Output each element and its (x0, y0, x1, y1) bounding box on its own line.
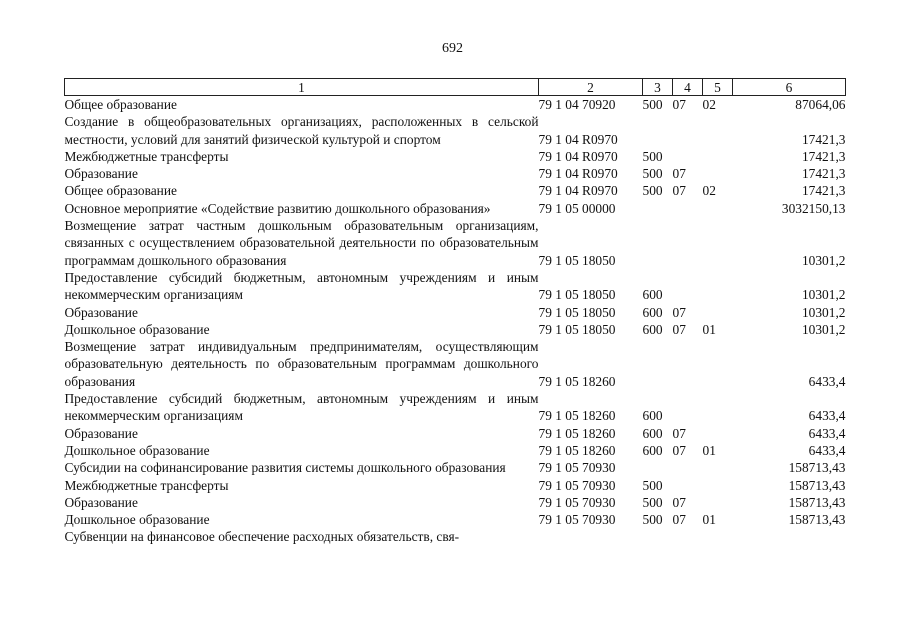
row-kvr: 600 (642, 304, 663, 320)
row-name: Возмещение затрат частным дошкольным образовательным организациям, связанных с осуществлением образовательной деятельности по образовательным программам дошкольного образования (64, 218, 539, 268)
row-section (673, 338, 703, 390)
row-kvr: 500 (642, 148, 663, 164)
row-amount: 3032150,13 (781, 200, 846, 216)
row-amount: 17421,3 (801, 131, 846, 147)
row-amount: 6433,4 (808, 373, 846, 389)
table-row (65, 338, 846, 390)
row-section: 07 (672, 97, 686, 112)
row-subsection (703, 494, 733, 511)
row-kvr (643, 338, 673, 390)
table-row (65, 200, 846, 217)
row-amount: 158713,43 (788, 477, 846, 493)
row-section (673, 148, 703, 165)
row-name: Основное мероприятие «Содействие развитию дошкольного образования» (64, 200, 491, 216)
row-name: Дошкольное образование (64, 512, 210, 528)
row-section: 07 (672, 425, 686, 441)
row-code: 79 1 04 70920 (538, 97, 616, 112)
row-section (673, 200, 703, 217)
row-kvr: 500 (642, 512, 663, 528)
header-col-3: 3 (643, 79, 673, 96)
row-subsection (703, 338, 733, 390)
row-code: 79 1 05 00000 (538, 200, 616, 216)
row-code: 79 1 04 R0970 (538, 148, 618, 164)
row-amount: 87064,06 (795, 97, 846, 112)
header-col-2: 2 (539, 79, 643, 96)
row-amount: 158713,43 (788, 512, 846, 528)
table-row (65, 477, 846, 494)
table-body (65, 96, 846, 546)
table-row (65, 459, 846, 476)
row-code (539, 528, 643, 545)
row-amount: 10301,2 (801, 304, 846, 320)
row-code: 79 1 05 70930 (538, 477, 616, 493)
table-row (65, 217, 846, 269)
row-name: Межбюджетные трансферты (64, 477, 229, 493)
row-code: 79 1 05 18260 (538, 425, 616, 441)
row-section (673, 113, 703, 148)
row-subsection (703, 459, 733, 476)
row-kvr: 500 (642, 166, 663, 182)
row-subsection: 01 (702, 321, 716, 337)
budget-table (64, 78, 846, 546)
row-kvr: 500 (642, 183, 663, 199)
row-kvr (643, 459, 673, 476)
header-col-6: 6 (733, 79, 846, 96)
row-subsection: 01 (702, 512, 716, 528)
row-amount: 17421,3 (801, 148, 846, 164)
row-subsection (703, 113, 733, 148)
row-code: 79 1 04 R0970 (538, 166, 618, 182)
row-code: 79 1 05 18260 (538, 408, 616, 424)
row-section: 07 (672, 494, 686, 510)
row-section (673, 217, 703, 269)
row-amount: 158713,43 (788, 494, 846, 510)
table-row (65, 182, 846, 199)
row-name: Общее образование (64, 183, 177, 199)
row-code: 79 1 05 18260 (538, 373, 616, 389)
row-subsection (703, 390, 733, 425)
row-subsection (703, 425, 733, 442)
table-header-row (65, 79, 846, 96)
header-col-4: 4 (673, 79, 703, 96)
row-name: Субсидии на софинансирование развития системы дошкольного образования (64, 460, 506, 476)
table-row (65, 165, 846, 182)
table-row (65, 528, 846, 545)
row-subsection: 01 (702, 442, 716, 458)
row-section (673, 390, 703, 425)
table-row (65, 321, 846, 338)
table-row (65, 511, 846, 528)
row-amount: 17421,3 (801, 183, 846, 199)
row-name: Образование (64, 166, 138, 182)
row-kvr (643, 217, 673, 269)
row-subsection: 02 (702, 183, 716, 199)
row-name: Образование (64, 494, 138, 510)
row-subsection (703, 269, 733, 304)
row-section: 07 (672, 512, 686, 528)
row-subsection (703, 477, 733, 494)
row-section: 07 (672, 442, 686, 458)
row-subsection (703, 304, 733, 321)
page-number: 692 (442, 41, 463, 56)
row-section (673, 459, 703, 476)
row-kvr (643, 200, 673, 217)
row-code: 79 1 05 18050 (538, 287, 616, 303)
table-row (65, 304, 846, 321)
table-row (65, 494, 846, 511)
row-amount: 10301,2 (801, 252, 846, 268)
row-amount: 6433,4 (808, 408, 846, 424)
row-name: Дошкольное образование (64, 321, 210, 337)
row-name: Возмещение затрат индивидуальным предпринимателям, осуществляющим образовательную деятельность по образовательным программам дошкольного образования (64, 339, 539, 389)
row-section (673, 269, 703, 304)
row-amount: 158713,43 (788, 460, 846, 476)
row-code: 79 1 05 18050 (538, 304, 616, 320)
row-kvr: 500 (642, 494, 663, 510)
header-col-1: 1 (65, 79, 539, 96)
table-row (65, 113, 846, 148)
row-code: 79 1 05 18050 (538, 321, 616, 337)
row-kvr: 500 (642, 477, 663, 493)
row-section (673, 477, 703, 494)
row-name: Дошкольное образование (64, 442, 210, 458)
row-kvr: 600 (642, 287, 663, 303)
row-kvr (643, 528, 673, 545)
row-code: 79 1 05 18050 (538, 252, 616, 268)
row-name: Межбюджетные трансферты (64, 148, 229, 164)
row-amount: 6433,4 (808, 425, 846, 441)
row-code: 79 1 05 70930 (538, 512, 616, 528)
row-subsection (703, 148, 733, 165)
row-name: Общее образование (64, 97, 177, 112)
row-amount: 10301,2 (801, 321, 846, 337)
row-name: Создание в общеобразовательных организациях, расположенных в сельской местности, условий для занятий физической культурой и спортом (64, 114, 539, 147)
row-amount: 10301,2 (801, 287, 846, 303)
table-row (65, 148, 846, 165)
table-row (65, 442, 846, 459)
row-subsection (703, 528, 733, 545)
table-row (65, 96, 846, 114)
row-subsection (703, 217, 733, 269)
row-section: 07 (672, 183, 686, 199)
row-subsection (703, 165, 733, 182)
row-amount (733, 528, 846, 545)
row-name: Предоставление субсидий бюджетным, автономным учреждениям и иным некоммерческим организациям (64, 269, 539, 303)
table-row (65, 269, 846, 304)
row-kvr: 600 (642, 442, 663, 458)
table-row (65, 390, 846, 425)
row-section: 07 (672, 304, 686, 320)
row-kvr: 600 (642, 408, 663, 424)
row-name: Образование (64, 425, 138, 441)
row-name: Субвенции на финансовое обеспечение расходных обязательств, свя- (64, 529, 460, 545)
row-name: Образование (64, 304, 138, 320)
row-amount: 17421,3 (801, 166, 846, 182)
row-code: 79 1 05 70930 (538, 494, 616, 510)
row-kvr: 500 (642, 97, 663, 112)
row-kvr: 600 (642, 425, 663, 441)
row-name: Предоставление субсидий бюджетным, автономным учреждениям и иным некоммерческим организациям (64, 391, 539, 424)
row-code: 79 1 04 R0970 (538, 131, 618, 147)
row-code: 79 1 05 18260 (538, 442, 616, 458)
row-code: 79 1 04 R0970 (538, 183, 618, 199)
row-kvr: 600 (642, 321, 663, 337)
header-col-5: 5 (703, 79, 733, 96)
row-code: 79 1 05 70930 (538, 460, 616, 476)
row-amount: 6433,4 (808, 442, 846, 458)
row-section: 07 (672, 166, 686, 182)
table-row (65, 425, 846, 442)
row-section: 07 (672, 321, 686, 337)
row-subsection: 02 (702, 97, 716, 112)
row-section (673, 528, 703, 545)
row-subsection (703, 200, 733, 217)
row-kvr (643, 113, 673, 148)
